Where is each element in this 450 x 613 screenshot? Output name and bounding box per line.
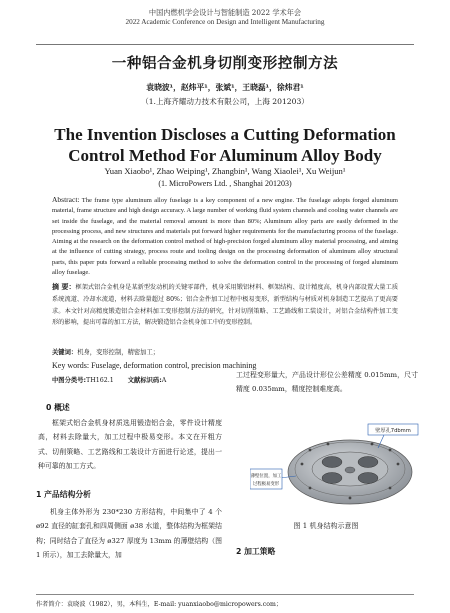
section-1-heading: 1 产品结构分析 [36,490,91,499]
clc-label: 中图分类号: [52,377,87,384]
section-0-text: 框架式铝合金机身材质选用锻造铝合金，零件设计精度高，材料去除量大，加工过程中极易变形。本文在开粗方式、切削策略、工艺路线和工装设计方面进行论述，提出一种可靠的加工方式。 [38,419,222,471]
keywords-cn-label: 关键词： [52,349,78,356]
doc-code-label: 文献标识码: [127,377,162,384]
callout-top-label: 壁厚孔7dbmm [375,428,411,434]
conference-header [0,8,450,27]
affiliation-cn: （1.上海齐耀动力技术有限公司，上海 201203） [141,97,309,106]
abstract-en [52,195,398,278]
conference-name-cn: 中国内燃机学会设计与智能制造 2022 学术年会 [148,8,302,17]
keywords-en-text: Fuselage, deformation control, precision machining [91,361,257,370]
keywords-cn [52,347,398,356]
title-en-line1: The Invention Discloses a Cutting Deformation [54,125,396,144]
abstract-cn [52,282,398,329]
section-1-text: 机身主体外形为 230*230 方形结构，中间集中了 4 个 ø92 直径的缸套孔和四周侧面 ø38 水道，整体结构为框架结构；同时结合了直径为 ø327 厚度为 13mm 的薄壁结构（图 1 所示），加工去除量大，加 [36,508,222,560]
authors-en: Yuan Xiaobo¹, Zhao Weiping¹, Zhangbin¹, Wang Xiaolei¹, Xu Weijun¹ [104,166,346,176]
abstract-en-label: Abstract: [52,195,80,204]
abstract-en-text: The frame type aluminum alloy fuselage is a key component of a new engine. The fuselage adopts forged aluminum material, frame structure and high design accuracy. A large number of working fluid system channels and cooling water channels are set inside the fuselage, and the material removal amount is more than 80%; Aluminum alloy parts are easily deformed in the processing process, and new structures and materials put forward higher requirements for the manufacturing process of the fuselage. Aiming at the research on the deformation control method of high-precision forged aluminum alloy material processing, and aiming at the influence of cutting strategy, process route and tooling design on the processing deformation of aluminum alloy structural parts, this paper puts forward a reliable processing method to solve the deformation control in the processing of forged aluminum alloy fuselage. [52,197,398,277]
title-cn: 一种铝合金机身切削变形控制方法 [111,56,339,72]
abstract-cn-label: 摘 要： [52,283,76,291]
clc-value: TH162.1 [86,377,114,384]
fuselage-figure [250,422,420,510]
authors-cn: 袁晓波¹，赵炜平¹，张斌¹，王晓磊¹，徐炜君¹ [146,83,304,92]
abstract-cn-text: 框架式铝合金机身是某新型发动机的关键零部件，机身采用锻铝材料、框架结构、设计精度高，机身内部设置大量工质系统流道、冷却水流道，材料去除量超过 80%；铝合金件加工过程中极易变形，新型结构与材质对机身制造工艺提出了更高要求。本文针对高精度锻造铝合金材料加工变形控制方法的研究，针对切削策略、工艺路线和工装设计，对铝合金结构件加工变形的影响，提出可靠的加工方法，解决锻造铝合金机身加工中的变形控制。 [52,284,399,327]
title-en-line2: Control Method For Aluminum Alloy Body [68,146,382,165]
fuselage-diagram [250,422,420,510]
callout-left-label-line1: 薄壁位置，加工 [250,474,282,479]
right-column-text: 工过程变形量大，产品设计形位公差精度 0.015mm，尺寸精度 0.035mm，精度控制难度高。 [236,371,418,394]
section-0-heading: 0 概述 [46,403,70,412]
callout-left-label-line2: 过程极易变形 [252,482,280,487]
affiliation-en: (1. MicroPowers Ltd. , Shanghai 201203) [158,179,292,188]
footnote-rule [36,594,414,595]
author-footnote: 作者简介：袁晓波（1982），男，本科生，E-mail: yuanxiaobo@micropowers.com； [36,601,283,608]
keywords-cn-text: 机身，变形控制，精密加工； [77,349,160,356]
keywords-en-label: Key words: [52,361,90,370]
figure-1-caption: 图 1 机身结构示意图 [293,522,359,530]
title-en [0,124,450,166]
section-2-heading: 2 加工策略 [236,547,276,556]
conference-name-en: 2022 Academic Conference on Design and Intelligent Manufacturing [125,18,325,26]
header-rule [36,44,414,45]
doc-code-value: A [161,377,167,384]
